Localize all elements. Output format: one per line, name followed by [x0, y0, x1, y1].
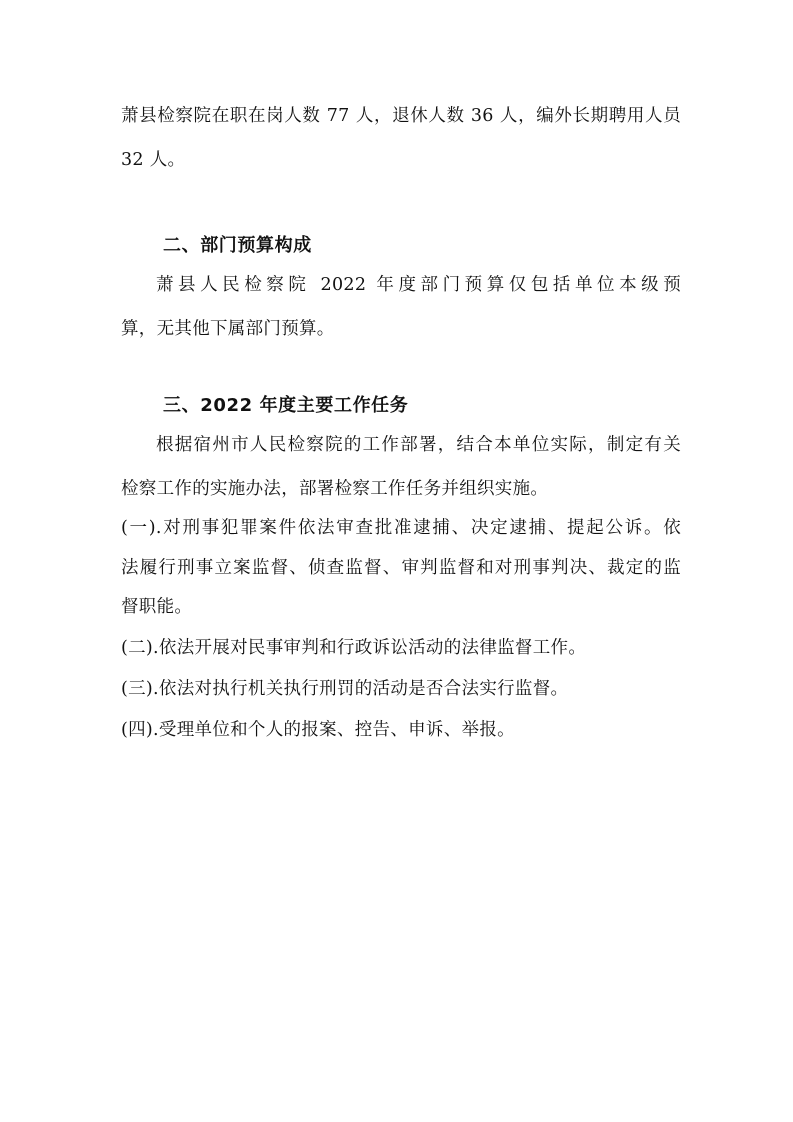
section-heading-main-tasks: 三、2022 年度主要工作任务 [163, 395, 409, 416]
task-item-1-line-1: (一).对刑事犯罪案件依法审查批准逮捕、决定逮捕、提起公诉。依 [121, 518, 681, 538]
task-item-4: (四).受理单位和个人的报案、控告、申诉、举报。 [121, 720, 515, 740]
staff-count-line-1: 萧县检察院在职在岗人数 77 人，退休人数 36 人，编外长期聘用人员 [121, 106, 681, 126]
main-tasks-intro-line-2: 检察工作的实施办法，部署检察工作任务并组织实施。 [121, 479, 549, 499]
task-item-2: (二).依法开展对民事审判和行政诉讼活动的法律监督工作。 [121, 638, 587, 658]
main-tasks-intro-line-1: 根据宿州市人民检察院的工作部署，结合本单位实际，制定有关 [156, 435, 681, 455]
task-item-1-line-2: 法履行刑事立案监督、侦查监督、审判监督和对刑事判决、裁定的监 [121, 558, 681, 578]
budget-composition-line-1: 萧县人民检察院 2022 年度部门预算仅包括单位本级预 [156, 275, 681, 295]
staff-count-line-2: 32 人。 [121, 150, 186, 170]
section-heading-budget-composition: 二、部门预算构成 [163, 235, 312, 256]
budget-composition-line-2: 算，无其他下属部门预算。 [121, 319, 335, 339]
task-item-1-line-3: 督职能。 [121, 597, 193, 617]
task-item-3: (三).依法对执行机关执行刑罚的活动是否合法实行监督。 [121, 679, 569, 699]
